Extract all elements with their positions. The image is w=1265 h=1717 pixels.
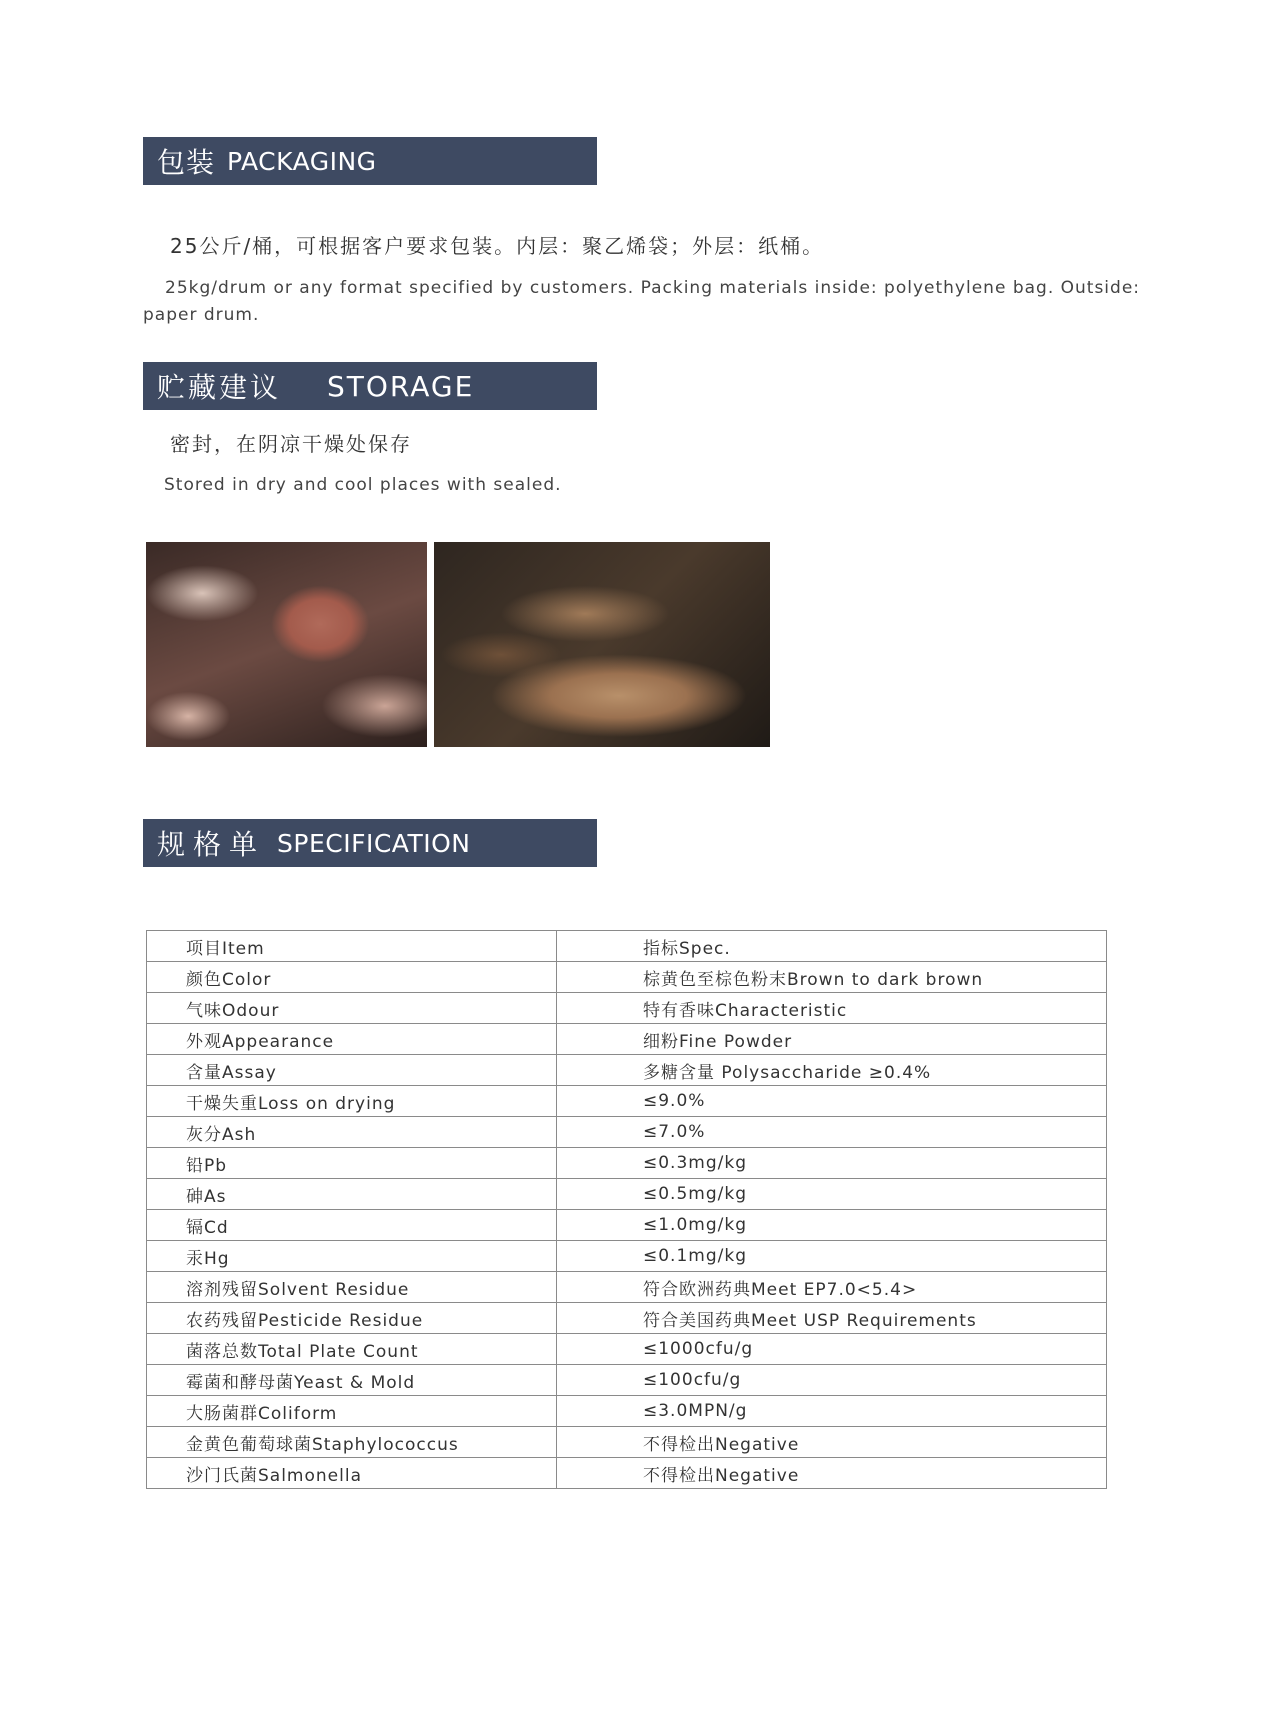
item-cell: 外观Appearance [147,1024,557,1055]
spec-cell: 指标Spec. [557,931,1107,962]
table-row [147,1179,1107,1210]
item-cell: 大肠菌群Coliform [147,1396,557,1427]
item-cell: 沙门氏菌Salmonella [147,1458,557,1489]
table-row [147,1117,1107,1148]
item-cell: 含量Assay [147,1055,557,1086]
table-row [147,962,1107,993]
item-cell: 金黄色葡萄球菌Staphylococcus [147,1427,557,1458]
storage-title-zh: 贮藏建议 [157,371,282,404]
spec-cell: ≤3.0MPN/g [557,1396,1107,1427]
specification-title-zh: 规格单 [157,828,266,861]
spec-cell: ≤1000cfu/g [557,1334,1107,1365]
table-row [147,1365,1107,1396]
table-row [147,1210,1107,1241]
item-cell: 砷As [147,1179,557,1210]
item-cell: 铅Pb [147,1148,557,1179]
packaging-title-en: PACKAGING [227,146,377,176]
spec-cell: 细粉Fine Powder [557,1024,1107,1055]
spec-cell: ≤7.0% [557,1117,1107,1148]
packaging-text-en: 25kg/drum or any format specified by customers. Packing materials inside: polyethylene bag. Outside: paper drum. [143,278,1141,325]
spec-cell: 符合欧洲药典Meet EP7.0<5.4> [557,1272,1107,1303]
table-row [147,1334,1107,1365]
table-row [147,1055,1107,1086]
spec-cell: ≤0.1mg/kg [557,1241,1107,1272]
spec-cell: ≤9.0% [557,1086,1107,1117]
table-row [147,1024,1107,1055]
table-row [147,1241,1107,1272]
item-cell: 干燥失重Loss on drying [147,1086,557,1117]
item-cell: 镉Cd [147,1210,557,1241]
specification-table [146,930,1107,1489]
spec-cell: 不得检出Negative [557,1458,1107,1489]
packaging-header [143,137,597,185]
table-row [147,1272,1107,1303]
table-row [147,1148,1107,1179]
spec-cell: ≤100cfu/g [557,1365,1107,1396]
item-cell: 菌落总数Total Plate Count [147,1334,557,1365]
storage-title-en: STORAGE [327,369,475,403]
spec-cell: ≤1.0mg/kg [557,1210,1107,1241]
table-row [147,1427,1107,1458]
table-row [147,993,1107,1024]
spec-cell: 符合美国药典Meet USP Requirements [557,1303,1107,1334]
spec-cell: ≤0.3mg/kg [557,1148,1107,1179]
storage-header [143,362,597,410]
item-cell: 灰分Ash [147,1117,557,1148]
table-header-row [147,931,1107,962]
reishi-mushroom-photo [146,542,427,747]
item-cell: 项目Item [147,931,557,962]
item-cell: 农药残留Pesticide Residue [147,1303,557,1334]
spec-cell: 特有香味Characteristic [557,993,1107,1024]
spec-cell: 多糖含量 Polysaccharide ≥0.4% [557,1055,1107,1086]
table-row [147,1086,1107,1117]
table-row [147,1303,1107,1334]
item-cell: 汞Hg [147,1241,557,1272]
storage-text-zh: 密封，在阴凉干燥处保存 [170,432,412,456]
item-cell: 溶剂残留Solvent Residue [147,1272,557,1303]
ganoderma-close-up-photo [434,542,770,747]
specification-title-en: SPECIFICATION [277,828,471,858]
table-row [147,1396,1107,1427]
spec-cell: 棕黄色至棕色粉末Brown to dark brown [557,962,1107,993]
specification-header [143,819,597,867]
spec-cell: ≤0.5mg/kg [557,1179,1107,1210]
item-cell: 气味Odour [147,993,557,1024]
item-cell: 颜色Color [147,962,557,993]
table-row [147,1458,1107,1489]
item-cell: 霉菌和酵母菌Yeast & Mold [147,1365,557,1396]
packaging-text-zh: 25公斤/桶，可根据客户要求包装。内层：聚乙烯袋；外层：纸桶。 [170,234,825,258]
storage-text-en: Stored in dry and cool places with sealed. [164,475,562,495]
spec-cell: 不得检出Negative [557,1427,1107,1458]
packaging-title-zh: 包装 [157,146,216,179]
specification-table-body [147,931,1107,1489]
